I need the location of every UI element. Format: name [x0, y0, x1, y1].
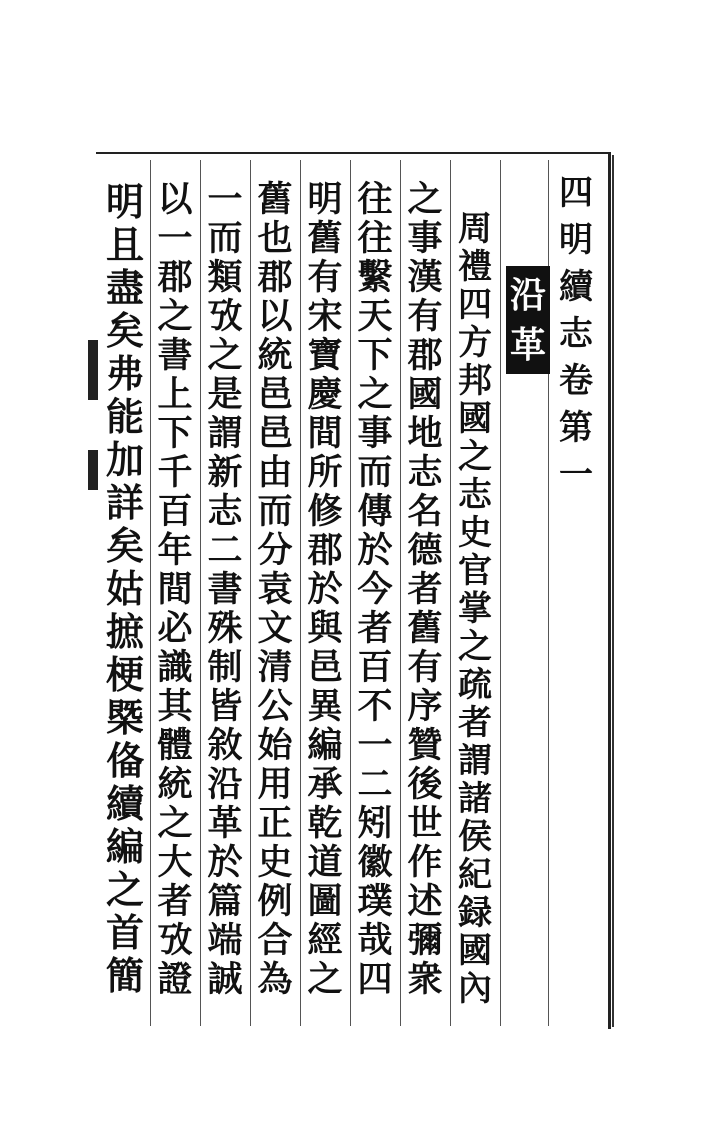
text-character: 公	[257, 686, 293, 727]
text-character: 彌	[407, 920, 443, 961]
text-character: 後	[407, 764, 443, 805]
text-character: 二	[207, 530, 243, 571]
text-character: 由	[257, 452, 293, 493]
text-character: 明	[307, 179, 343, 220]
text-character: 一	[157, 218, 193, 259]
text-character: 弗	[105, 351, 144, 396]
text-character: 志	[458, 475, 492, 515]
text-column-4	[303, 180, 347, 999]
text-character: 攷	[207, 296, 243, 337]
text-character: 國	[458, 399, 492, 439]
text-character: 今	[357, 569, 393, 610]
text-character: 漢	[407, 257, 443, 298]
text-character: 明	[105, 179, 144, 224]
text-character: 國	[458, 931, 492, 971]
text-character: 一	[357, 725, 393, 766]
text-character: 證	[157, 959, 193, 1000]
text-character: 二	[357, 764, 393, 805]
text-character: 內	[458, 969, 492, 1009]
binding-edge-mark	[88, 340, 98, 400]
text-character: 慶	[307, 374, 343, 415]
text-character: 國	[407, 374, 443, 415]
text-column-5	[253, 180, 297, 999]
text-character: 類	[207, 257, 243, 298]
text-character: 往	[357, 218, 393, 259]
text-character: 袁	[257, 569, 293, 610]
text-character: 四	[357, 959, 393, 1000]
text-character: 百	[357, 647, 393, 688]
text-character: 四	[458, 285, 492, 325]
text-character: 簡	[105, 953, 144, 998]
text-character: 志	[207, 491, 243, 532]
text-character: 分	[257, 530, 293, 571]
text-character: 謂	[458, 741, 492, 781]
title-character: 四	[559, 173, 593, 213]
column-rule	[300, 160, 301, 1026]
text-character: 地	[407, 413, 443, 454]
text-character: 槩	[105, 695, 144, 740]
text-character: 郡	[157, 257, 193, 298]
text-column-3	[353, 180, 397, 999]
text-character: 舊	[407, 608, 443, 649]
text-character: 郡	[407, 335, 443, 376]
text-character: 璞	[357, 881, 393, 922]
text-character: 舊	[307, 218, 343, 259]
text-character: 姑	[105, 566, 144, 611]
text-character: 盡	[105, 265, 144, 310]
text-character: 侯	[458, 817, 492, 857]
text-column-7	[153, 180, 197, 999]
text-character: 之	[157, 296, 193, 337]
section-label-character: 革	[509, 324, 546, 366]
text-character: 邑	[307, 647, 343, 688]
text-character: 攷	[157, 920, 193, 961]
text-character: 其	[157, 686, 193, 727]
text-character: 篇	[207, 881, 243, 922]
text-character: 梗	[105, 652, 144, 697]
text-character: 摭	[105, 609, 144, 654]
text-character: 上	[157, 374, 193, 415]
text-character: 圖	[307, 881, 343, 922]
text-character: 者	[407, 569, 443, 610]
text-character: 誠	[207, 959, 243, 1000]
text-character: 於	[307, 569, 343, 610]
text-character: 傳	[357, 491, 393, 532]
text-character: 述	[407, 881, 443, 922]
text-character: 事	[357, 413, 393, 454]
text-character: 沿	[207, 764, 243, 805]
text-character: 敘	[207, 725, 243, 766]
text-character: 邦	[458, 361, 492, 401]
text-character: 編	[105, 824, 144, 869]
text-character: 乾	[307, 803, 343, 844]
text-character: 詳	[105, 480, 144, 525]
text-character: 而	[257, 491, 293, 532]
text-character: 間	[157, 569, 193, 610]
text-character: 始	[257, 725, 293, 766]
title-character: 明	[559, 220, 593, 260]
text-character: 一	[207, 179, 243, 220]
text-character: 以	[157, 179, 193, 220]
text-character: 下	[357, 335, 393, 376]
text-character: 續	[105, 781, 144, 826]
text-character: 以	[257, 296, 293, 337]
text-character: 年	[157, 530, 193, 571]
text-character: 郡	[307, 530, 343, 571]
text-character: 體	[157, 725, 193, 766]
text-character: 有	[407, 296, 443, 337]
volume-title	[552, 170, 600, 499]
text-character: 哉	[357, 920, 393, 961]
text-character: 承	[307, 764, 343, 805]
text-character: 之	[307, 959, 343, 1000]
text-character: 志	[407, 452, 443, 493]
text-character: 序	[407, 686, 443, 727]
text-character: 官	[458, 551, 492, 591]
text-character: 邑	[257, 374, 293, 415]
text-character: 寶	[307, 335, 343, 376]
text-character: 之	[105, 867, 144, 912]
text-character: 矣	[105, 308, 144, 353]
text-character: 俻	[105, 738, 144, 783]
title-character: 第	[559, 408, 593, 448]
column-rule	[250, 160, 251, 1026]
text-character: 者	[157, 881, 193, 922]
text-character: 德	[407, 530, 443, 571]
text-character: 衆	[407, 959, 443, 1000]
text-character: 書	[207, 569, 243, 610]
text-character: 大	[157, 842, 193, 883]
text-character: 為	[257, 959, 293, 1000]
text-character: 端	[207, 920, 243, 961]
text-character: 矣	[105, 523, 144, 568]
title-character: 一	[559, 455, 593, 495]
title-character: 續	[559, 267, 593, 307]
text-character: 千	[157, 452, 193, 493]
column-rule	[400, 160, 401, 1026]
text-column-2	[403, 180, 447, 999]
text-character: 間	[307, 413, 343, 454]
text-character: 紀	[458, 855, 492, 895]
text-character: 名	[407, 491, 443, 532]
text-character: 謂	[207, 413, 243, 454]
column-rule	[450, 160, 451, 1026]
text-character: 統	[157, 764, 193, 805]
text-character: 掌	[458, 589, 492, 629]
text-character: 識	[157, 647, 193, 688]
text-character: 書	[157, 335, 193, 376]
text-character: 於	[207, 842, 243, 883]
text-character: 繫	[357, 257, 393, 298]
text-character: 道	[307, 842, 343, 883]
text-character: 正	[257, 803, 293, 844]
text-character: 修	[307, 491, 343, 532]
text-character: 於	[357, 530, 393, 571]
text-character: 異	[307, 686, 343, 727]
section-label-character: 沿	[509, 274, 546, 316]
text-character: 之	[207, 335, 243, 376]
text-character: 例	[257, 881, 293, 922]
text-column-6	[203, 180, 247, 999]
text-character: 之	[157, 803, 193, 844]
text-character: 新	[207, 452, 243, 493]
text-character: 革	[207, 803, 243, 844]
text-character: 諸	[458, 779, 492, 819]
text-character: 郡	[257, 257, 293, 298]
text-character: 録	[458, 893, 492, 933]
text-character: 而	[207, 218, 243, 259]
text-character: 用	[257, 764, 293, 805]
text-character: 不	[357, 686, 393, 727]
text-character: 皆	[207, 686, 243, 727]
text-character: 文	[257, 608, 293, 649]
text-character: 者	[458, 703, 492, 743]
text-character: 首	[105, 910, 144, 955]
text-character: 史	[257, 842, 293, 883]
text-character: 合	[257, 920, 293, 961]
text-character: 禮	[458, 247, 492, 287]
text-character: 清	[257, 647, 293, 688]
text-character: 殊	[207, 608, 243, 649]
text-character: 百	[157, 491, 193, 532]
text-character: 能	[105, 394, 144, 439]
text-character: 之	[357, 374, 393, 415]
text-character: 之	[458, 627, 492, 667]
text-character: 作	[407, 842, 443, 883]
column-rule	[500, 160, 501, 1026]
text-character: 疏	[458, 665, 492, 705]
column-rule	[200, 160, 201, 1026]
text-character: 事	[407, 218, 443, 259]
text-character: 之	[407, 179, 443, 220]
text-character: 周	[458, 209, 492, 249]
text-character: 加	[105, 437, 144, 482]
text-character: 必	[157, 608, 193, 649]
text-character: 徽	[357, 842, 393, 883]
column-rule	[150, 160, 151, 1026]
text-character: 下	[157, 413, 193, 454]
column-rule	[350, 160, 351, 1026]
text-character: 往	[357, 179, 393, 220]
text-character: 天	[357, 296, 393, 337]
text-character: 與	[307, 608, 343, 649]
text-character: 宋	[307, 296, 343, 337]
outer-border	[612, 155, 614, 1027]
title-character: 志	[559, 314, 593, 354]
text-character: 是	[207, 374, 243, 415]
binding-edge-mark	[88, 450, 98, 490]
text-character: 有	[407, 647, 443, 688]
text-column-1	[453, 210, 497, 1008]
text-character: 而	[357, 452, 393, 493]
text-character: 矧	[357, 803, 393, 844]
title-character: 卷	[559, 361, 593, 401]
text-character: 舊	[257, 179, 293, 220]
text-character: 之	[458, 437, 492, 477]
text-character: 編	[307, 725, 343, 766]
text-character: 也	[257, 218, 293, 259]
text-character: 史	[458, 513, 492, 553]
text-character: 統	[257, 335, 293, 376]
section-label	[506, 266, 550, 374]
text-character: 且	[105, 222, 144, 267]
text-character: 有	[307, 257, 343, 298]
text-character: 經	[307, 920, 343, 961]
text-character: 者	[357, 608, 393, 649]
text-character: 贊	[407, 725, 443, 766]
text-character: 邑	[257, 413, 293, 454]
text-character: 制	[207, 647, 243, 688]
text-column-8	[103, 180, 147, 997]
text-character: 方	[458, 323, 492, 363]
text-character: 所	[307, 452, 343, 493]
text-character: 世	[407, 803, 443, 844]
